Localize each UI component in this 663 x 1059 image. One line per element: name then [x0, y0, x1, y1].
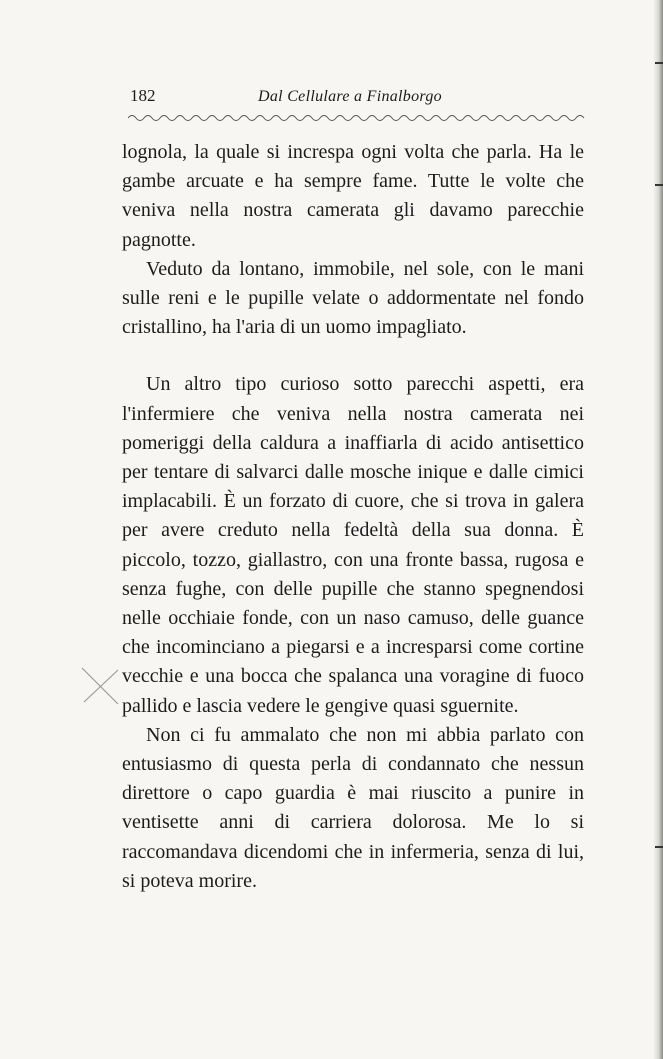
- paragraph: Non ci fu ammalato che non mi abbia parlato con entusiasmo di questa perla di condannato che nessun direttore o capo guardia è mai riuscito a punire in ventisette anni di carriera dolorosa. Me lo si raccomandava dicendomi che in infermeria, senza di lui, si poteva morire.: [122, 723, 584, 892]
- pencil-cross-mark: [78, 664, 122, 708]
- paragraph: Veduto da lontano, immobile, nel sole, con le mani sulle reni e le pupille velate o addormentate nel fondo cristallino, ha l'aria di un uomo impagliato.: [122, 257, 584, 339]
- page-edge-shadow: [653, 0, 663, 1059]
- page-edge-mark: [655, 62, 663, 64]
- paragraph: lognola, la quale si increspa ogni volta che parla. Ha le gambe arcuate e ha sempre fame. Tutte le volte che veniva nella nostra camerata gli davamo parecchie pagnotte.: [122, 141, 584, 251]
- page-edge-mark: [655, 184, 663, 186]
- page-header: [126, 86, 586, 110]
- running-title: Dal Cellulare a Finalborgo: [258, 88, 442, 105]
- wavy-rule-ornament: [128, 112, 586, 124]
- body-text: [122, 138, 584, 896]
- page-number: 182: [130, 86, 156, 105]
- paragraph: Un altro tipo curioso sotto parecchi aspetti, era l'infermiere che veniva nella nostra camerata nei pomeriggi della caldura a inaffiarla di acido antisettico per tentare di salvarci dalle mosche inique e dalle cimici implacabili. È un forzato di cuore, che si trova in galera per avere creduto nella fedeltà della sua donna. È piccolo, tozzo, giallastro, con una fronte bassa, rugosa e senza fughe, con delle pupille che stanno spegnendosi nelle occhiaie fonde, con un naso camuso, delle guance che incominciano a piegarsi e a incresparsi come cortine vecchie e una bocca che spalanca una voragine di fuoco pallido e lascia vedere le gengive quasi sguernite.: [122, 373, 584, 717]
- page-edge-mark: [655, 846, 663, 848]
